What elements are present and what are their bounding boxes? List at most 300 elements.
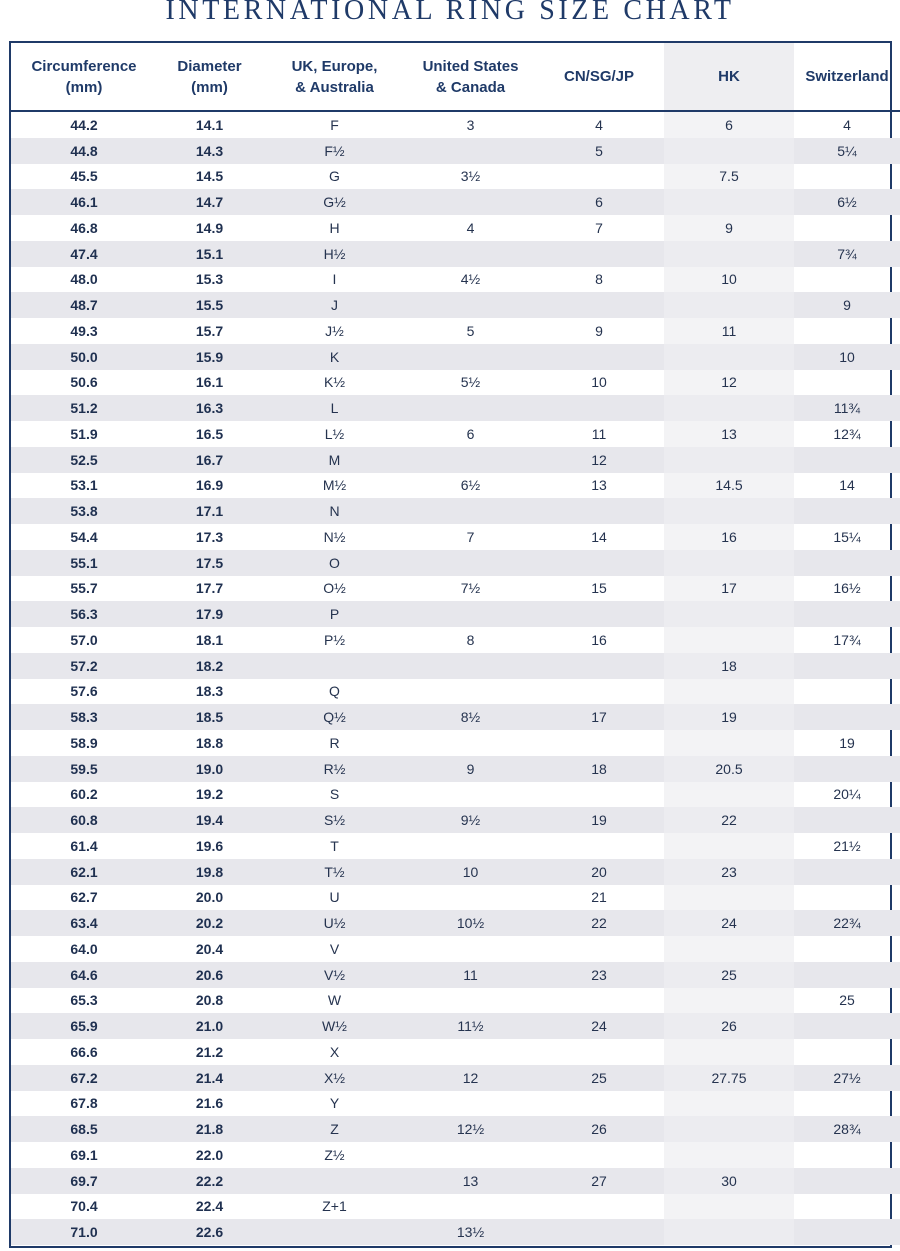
us-size-cell — [407, 601, 534, 627]
uk-size-cell: Q½ — [262, 704, 407, 730]
ch-size-cell: 7¾ — [794, 241, 900, 267]
cn-size-cell: 14 — [591, 528, 607, 545]
diameter-cell: 21.8 — [157, 1116, 262, 1142]
cn-size-cell — [534, 936, 664, 962]
cn-size-cell: 17 — [534, 704, 664, 730]
uk-size-cell: H½ — [262, 241, 407, 267]
cn-size-cell — [534, 292, 664, 318]
ch-size-cell: 27½ — [794, 1065, 900, 1091]
us-size-cell — [407, 138, 534, 164]
circumference-cell: 58.3 — [11, 704, 157, 730]
diameter-cell: 17.5 — [157, 550, 262, 576]
table-row — [11, 601, 900, 627]
ch-size-cell: 12¾ — [833, 425, 861, 442]
uk-size-cell: P½ — [323, 631, 345, 648]
diameter-cell: 21.2 — [195, 1043, 224, 1060]
hk-size-cell: 19 — [664, 704, 794, 730]
us-size-cell: 10 — [407, 859, 534, 885]
uk-size-cell: S — [329, 786, 340, 803]
table-row — [11, 1168, 900, 1194]
cn-size-cell — [534, 679, 664, 705]
circumference-cell: 57.0 — [70, 631, 98, 648]
cn-size-cell: 8 — [595, 271, 603, 288]
cn-size-cell — [534, 1142, 664, 1168]
diameter-cell: 14.1 — [195, 116, 224, 133]
cn-size-cell — [534, 1091, 664, 1117]
us-size-cell — [407, 833, 534, 859]
us-size-cell — [407, 498, 534, 524]
hk-size-cell — [664, 1091, 794, 1117]
cn-size-cell: 21 — [591, 889, 607, 906]
ch-size-cell: 17¾ — [833, 631, 861, 648]
cn-size-cell — [534, 395, 664, 421]
us-size-cell: 9 — [407, 756, 534, 782]
us-size-cell — [407, 189, 534, 215]
diameter-cell: 15.9 — [157, 344, 262, 370]
circumference-cell: 63.4 — [11, 910, 157, 936]
hk-size-cell: 26 — [664, 1013, 794, 1039]
ch-size-cell: 14 — [839, 477, 855, 494]
uk-size-cell: J½ — [325, 322, 344, 339]
uk-size-cell — [262, 1168, 407, 1194]
circumference-cell: 51.9 — [70, 425, 98, 442]
uk-size-cell: L½ — [324, 425, 345, 442]
table-row — [11, 962, 900, 988]
hk-size-cell: 20.5 — [664, 756, 794, 782]
circumference-cell: 46.1 — [11, 189, 157, 215]
table-row — [11, 859, 900, 885]
diameter-cell: 17.1 — [157, 498, 262, 524]
circumference-cell: 47.4 — [11, 241, 157, 267]
circumference-cell: 51.2 — [11, 395, 157, 421]
header-us-canada: United States & Canada — [407, 43, 534, 111]
hk-size-cell — [664, 344, 794, 370]
circumference-cell: 55.1 — [11, 550, 157, 576]
circumference-cell: 57.2 — [11, 653, 157, 679]
us-size-cell: 7½ — [460, 580, 481, 597]
table-row — [11, 1142, 900, 1168]
hk-size-cell — [664, 782, 794, 808]
circumference-cell: 71.0 — [11, 1219, 157, 1245]
diameter-cell: 19.8 — [157, 859, 262, 885]
circumference-cell: 62.1 — [11, 859, 157, 885]
cn-size-cell — [534, 241, 664, 267]
circumference-cell: 50.0 — [11, 344, 157, 370]
cn-size-cell: 16 — [591, 631, 607, 648]
circumference-cell: 64.6 — [11, 962, 157, 988]
uk-size-cell: N½ — [323, 528, 346, 545]
hk-size-cell: 27.75 — [664, 1065, 794, 1091]
us-size-cell — [407, 550, 534, 576]
ch-size-cell: 21½ — [833, 837, 861, 854]
us-size-cell: 12 — [407, 1065, 534, 1091]
ch-size-cell: 10 — [794, 344, 900, 370]
ch-size-cell — [794, 653, 900, 679]
circumference-cell: 45.5 — [70, 168, 98, 185]
uk-size-cell: N — [262, 498, 407, 524]
uk-size-cell: M — [262, 447, 407, 473]
diameter-cell: 14.7 — [157, 189, 262, 215]
hk-size-cell: 24 — [664, 910, 794, 936]
circumference-cell: 61.4 — [70, 837, 98, 854]
circumference-cell: 62.7 — [70, 889, 98, 906]
table-row — [11, 910, 900, 936]
uk-size-cell: Q — [329, 683, 340, 700]
us-size-cell: 11 — [407, 962, 534, 988]
ring-size-table-frame — [9, 41, 892, 1248]
ch-size-cell: 15¼ — [833, 528, 861, 545]
table-row — [11, 164, 900, 190]
table-row — [11, 704, 900, 730]
circumference-cell: 49.3 — [70, 322, 98, 339]
uk-size-cell: K — [262, 344, 407, 370]
ch-size-cell — [794, 936, 900, 962]
diameter-cell: 18.5 — [157, 704, 262, 730]
header-hk: HK — [664, 43, 794, 111]
hk-size-cell: 22 — [664, 807, 794, 833]
cn-size-cell — [534, 498, 664, 524]
table-row — [11, 344, 900, 370]
diameter-cell: 22.4 — [195, 1198, 224, 1215]
table-row — [11, 395, 900, 421]
ch-size-cell — [794, 1168, 900, 1194]
hk-size-cell: 6 — [664, 111, 794, 138]
us-size-cell: 4½ — [460, 271, 481, 288]
circumference-cell: 46.8 — [70, 219, 98, 236]
ch-size-cell: 28¾ — [794, 1116, 900, 1142]
header-cn-sg-jp: CN/SG/JP — [534, 43, 664, 111]
table-row — [11, 1013, 900, 1039]
cn-size-cell — [534, 344, 664, 370]
uk-size-cell — [262, 653, 407, 679]
circumference-cell: 64.0 — [70, 940, 98, 957]
circumference-cell: 67.2 — [11, 1065, 157, 1091]
table-row — [11, 447, 900, 473]
diameter-cell: 14.5 — [195, 168, 224, 185]
diameter-cell: 16.3 — [157, 395, 262, 421]
hk-size-cell: 14.5 — [664, 473, 794, 499]
cn-size-cell — [534, 550, 664, 576]
hk-size-cell: 17 — [664, 576, 794, 602]
hk-size-cell — [664, 1142, 794, 1168]
circumference-cell: 48.7 — [11, 292, 157, 318]
uk-size-cell: I — [332, 271, 337, 288]
us-size-cell — [407, 730, 534, 756]
hk-size-cell — [664, 627, 794, 653]
uk-size-cell: U — [329, 889, 340, 906]
hk-size-cell: 10 — [664, 267, 794, 293]
ch-size-cell: 5¼ — [794, 138, 900, 164]
cn-size-cell: 11 — [591, 425, 607, 442]
diameter-cell: 20.4 — [195, 940, 224, 957]
table-row — [11, 730, 900, 756]
us-size-cell: 8 — [466, 631, 475, 648]
table-row — [11, 241, 900, 267]
us-size-cell: 9½ — [407, 807, 534, 833]
uk-size-cell: F½ — [262, 138, 407, 164]
us-size-cell — [407, 447, 534, 473]
cn-size-cell: 18 — [534, 756, 664, 782]
table-body — [11, 111, 900, 1245]
circumference-cell: 65.9 — [11, 1013, 157, 1039]
circumference-cell: 50.6 — [70, 374, 98, 391]
ch-size-cell: 20¼ — [833, 786, 861, 803]
us-size-cell — [407, 1194, 534, 1220]
ch-size-cell — [794, 498, 900, 524]
ch-size-cell — [794, 215, 900, 241]
hk-size-cell: 18 — [664, 653, 794, 679]
us-size-cell: 13 — [407, 1168, 534, 1194]
table-row — [11, 576, 900, 602]
uk-size-cell: U½ — [262, 910, 407, 936]
cn-size-cell: 24 — [534, 1013, 664, 1039]
us-size-cell: 5 — [466, 322, 475, 339]
hk-size-cell — [664, 292, 794, 318]
uk-size-cell: O½ — [323, 580, 346, 597]
uk-size-cell: S½ — [262, 807, 407, 833]
hk-size-cell: 23 — [664, 859, 794, 885]
circumference-cell: 58.9 — [70, 734, 98, 751]
ch-size-cell — [794, 267, 900, 293]
hk-size-cell — [664, 241, 794, 267]
diameter-cell: 20.0 — [195, 889, 224, 906]
diameter-cell: 17.9 — [157, 601, 262, 627]
uk-size-cell: Z — [262, 1116, 407, 1142]
cn-size-cell — [534, 833, 664, 859]
ch-size-cell — [794, 601, 900, 627]
diameter-cell: 22.2 — [157, 1168, 262, 1194]
diameter-cell: 22.0 — [195, 1146, 224, 1163]
page-title: INTERNATIONAL RING SIZE CHART — [165, 0, 735, 26]
diameter-cell: 21.4 — [157, 1065, 262, 1091]
diameter-cell: 16.9 — [195, 477, 224, 494]
table-row — [11, 627, 900, 653]
ch-size-cell: 6½ — [794, 189, 900, 215]
uk-size-cell: X — [329, 1043, 340, 1060]
ch-size-cell — [794, 1013, 900, 1039]
circumference-cell: 55.7 — [70, 580, 98, 597]
diameter-cell: 18.2 — [157, 653, 262, 679]
ch-size-cell — [794, 756, 900, 782]
cn-size-cell — [534, 164, 664, 190]
ch-size-cell: 16½ — [833, 580, 861, 597]
hk-size-cell: 16 — [664, 524, 794, 550]
diameter-cell: 18.8 — [195, 734, 224, 751]
hk-size-cell: 7.5 — [664, 164, 794, 190]
cn-size-cell — [534, 1219, 664, 1245]
table-row — [11, 370, 900, 396]
us-size-cell: 6 — [466, 425, 475, 442]
table-row — [11, 988, 900, 1014]
uk-size-cell: Z½ — [324, 1146, 345, 1163]
table-row — [11, 679, 900, 705]
hk-size-cell — [664, 730, 794, 756]
diameter-cell: 21.6 — [195, 1095, 224, 1112]
diameter-cell: 16.5 — [195, 425, 224, 442]
hk-size-cell — [664, 1039, 794, 1065]
diameter-cell: 18.1 — [195, 631, 224, 648]
us-size-cell — [407, 241, 534, 267]
diameter-cell: 22.6 — [157, 1219, 262, 1245]
ch-size-cell: 19 — [839, 734, 855, 751]
header-switzerland: Switzerland — [794, 43, 900, 111]
ch-size-cell — [794, 807, 900, 833]
ch-size-cell — [794, 1219, 900, 1245]
cn-size-cell: 20 — [534, 859, 664, 885]
diameter-cell: 15.1 — [157, 241, 262, 267]
table-row — [11, 1039, 900, 1065]
us-size-cell: 5½ — [460, 374, 481, 391]
cn-size-cell: 27 — [534, 1168, 664, 1194]
cn-size-cell — [534, 601, 664, 627]
cn-size-cell: 6 — [534, 189, 664, 215]
diameter-cell: 17.7 — [195, 580, 224, 597]
circumference-cell: 69.7 — [11, 1168, 157, 1194]
diameter-cell: 14.9 — [195, 219, 224, 236]
hk-size-cell — [664, 395, 794, 421]
diameter-cell: 20.6 — [157, 962, 262, 988]
cn-size-cell: 25 — [534, 1065, 664, 1091]
us-size-cell: 6½ — [460, 477, 481, 494]
table-row — [11, 498, 900, 524]
circumference-cell: 69.1 — [70, 1146, 98, 1163]
uk-size-cell: T½ — [262, 859, 407, 885]
ch-size-cell: 11¾ — [794, 395, 900, 421]
diameter-cell: 15.7 — [195, 322, 224, 339]
circumference-cell: 68.5 — [11, 1116, 157, 1142]
us-size-cell — [407, 1091, 534, 1117]
cn-size-cell: 5 — [534, 138, 664, 164]
hk-size-cell: 12 — [664, 370, 794, 396]
table-row — [11, 807, 900, 833]
circumference-cell: 54.4 — [70, 528, 98, 545]
hk-size-cell — [664, 189, 794, 215]
us-size-cell — [407, 988, 534, 1014]
us-size-cell — [407, 344, 534, 370]
hk-size-cell: 11 — [664, 318, 794, 344]
uk-size-cell: L — [262, 395, 407, 421]
cn-size-cell — [534, 730, 664, 756]
hk-size-cell — [664, 885, 794, 911]
table-row — [11, 473, 900, 499]
cn-size-cell: 19 — [534, 807, 664, 833]
circumference-cell: 44.2 — [70, 116, 98, 133]
diameter-cell: 19.4 — [157, 807, 262, 833]
us-size-cell — [407, 936, 534, 962]
hk-size-cell — [664, 679, 794, 705]
table-row — [11, 885, 900, 911]
hk-size-cell — [664, 1116, 794, 1142]
table-row — [11, 1116, 900, 1142]
ch-size-cell — [794, 1194, 900, 1220]
cn-size-cell: 4 — [595, 116, 603, 133]
table-row — [11, 1194, 900, 1220]
uk-size-cell: X½ — [262, 1065, 407, 1091]
hk-size-cell — [664, 833, 794, 859]
us-size-cell: 3 — [466, 116, 475, 133]
ch-size-cell — [794, 859, 900, 885]
cn-size-cell: 23 — [534, 962, 664, 988]
diameter-cell: 16.7 — [157, 447, 262, 473]
uk-size-cell: Y — [329, 1095, 340, 1112]
diameter-cell: 21.0 — [157, 1013, 262, 1039]
circumference-cell: 52.5 — [11, 447, 157, 473]
hk-size-cell — [664, 138, 794, 164]
table-row — [11, 550, 900, 576]
diameter-cell: 14.3 — [157, 138, 262, 164]
circumference-cell: 56.3 — [11, 601, 157, 627]
ch-size-cell — [794, 1142, 900, 1168]
uk-size-cell — [262, 1219, 407, 1245]
table-row — [11, 936, 900, 962]
table-row — [11, 653, 900, 679]
us-size-cell — [407, 292, 534, 318]
us-size-cell: 8½ — [407, 704, 534, 730]
us-size-cell: 7 — [466, 528, 475, 545]
us-size-cell: 3½ — [460, 168, 481, 185]
circumference-cell: 60.2 — [70, 786, 98, 803]
header-diameter: Diameter (mm) — [157, 43, 262, 111]
table-row — [11, 292, 900, 318]
ch-size-cell: 22¾ — [794, 910, 900, 936]
uk-size-cell: V½ — [262, 962, 407, 988]
ch-size-cell — [794, 704, 900, 730]
hk-size-cell — [664, 601, 794, 627]
table-row — [11, 1091, 900, 1117]
hk-size-cell: 9 — [664, 215, 794, 241]
circumference-cell: 48.0 — [70, 271, 98, 288]
header-circumference: Circumference (mm) — [11, 43, 157, 111]
circumference-cell: 57.6 — [70, 683, 98, 700]
cn-size-cell: 9 — [595, 322, 603, 339]
ch-size-cell — [794, 1091, 900, 1117]
us-size-cell — [407, 782, 534, 808]
table-header-row — [11, 43, 900, 111]
ch-size-cell: 9 — [794, 292, 900, 318]
us-size-cell — [407, 395, 534, 421]
ch-size-cell — [794, 962, 900, 988]
circumference-cell: 65.3 — [70, 992, 98, 1009]
table-row — [11, 782, 900, 808]
table-row — [11, 138, 900, 164]
circumference-cell: 66.6 — [70, 1043, 98, 1060]
table-row — [11, 267, 900, 293]
cn-size-cell: 12 — [534, 447, 664, 473]
us-size-cell: 4 — [466, 219, 475, 236]
hk-size-cell — [664, 1194, 794, 1220]
table-row — [11, 215, 900, 241]
cn-size-cell: 13 — [591, 477, 607, 494]
cn-size-cell — [534, 782, 664, 808]
us-size-cell — [407, 885, 534, 911]
circumference-cell: 59.5 — [11, 756, 157, 782]
table-row — [11, 756, 900, 782]
ring-size-table — [11, 43, 900, 1245]
circumference-cell: 44.8 — [11, 138, 157, 164]
ch-size-cell — [794, 550, 900, 576]
table-row — [11, 189, 900, 215]
cn-size-cell — [534, 653, 664, 679]
cn-size-cell — [534, 1194, 664, 1220]
uk-size-cell: R½ — [262, 756, 407, 782]
hk-size-cell — [664, 550, 794, 576]
uk-size-cell: J — [262, 292, 407, 318]
diameter-cell: 20.8 — [195, 992, 224, 1009]
cn-size-cell: 15 — [591, 580, 607, 597]
uk-size-cell: W½ — [262, 1013, 407, 1039]
table-row — [11, 833, 900, 859]
circumference-cell: 53.8 — [11, 498, 157, 524]
